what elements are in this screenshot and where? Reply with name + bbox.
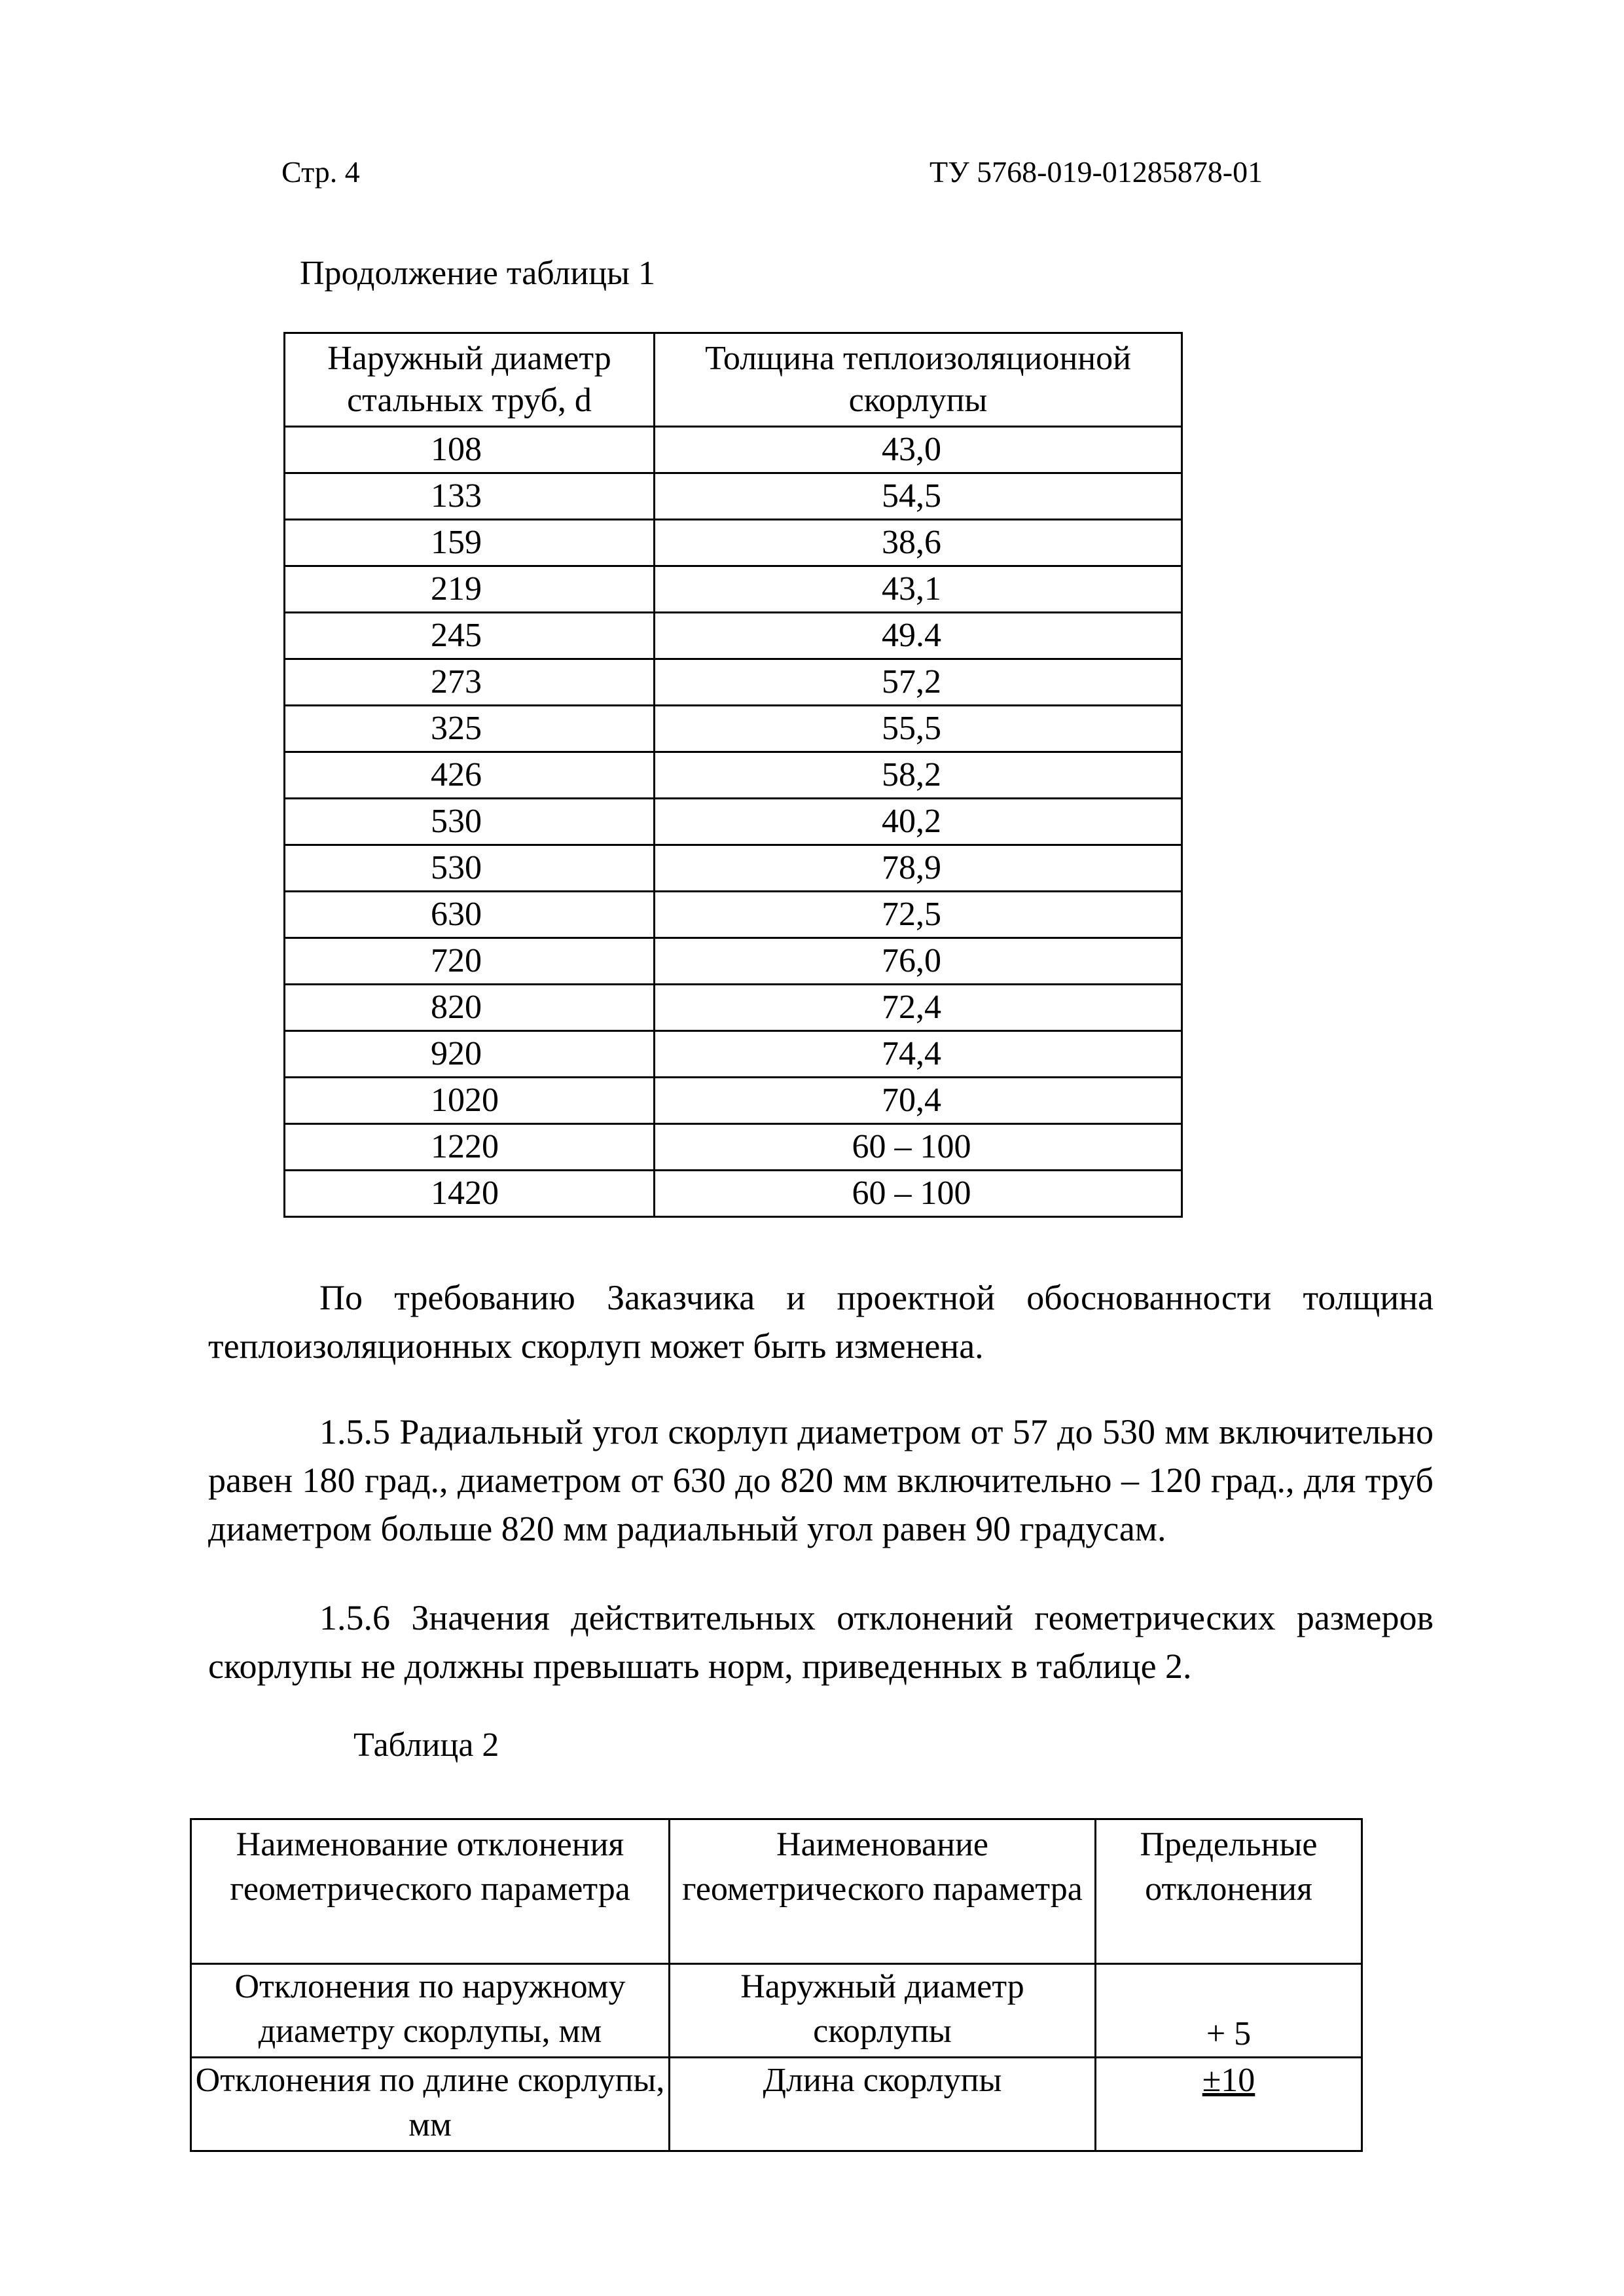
paragraph-customer-requirement — [208, 1273, 1434, 1370]
table-row — [285, 520, 1182, 566]
thickness-cell: 43,0 — [655, 427, 1182, 473]
table1-body — [285, 427, 1182, 1217]
paragraph-text: 1.5.5 Радиальный угол скорлуп диаметром от 57 до 530 мм включительно равен 180 град., диаметром от 630 до 820 мм включительно – 120 град., для труб диаметром больше 820 мм радиальный угол равен 90 градусам. — [208, 1412, 1434, 1548]
table1-col-diameter: Наружный диаметр стальных труб, d — [285, 333, 655, 427]
diameter-cell: 720 — [285, 938, 655, 985]
table-row — [285, 1031, 1182, 1078]
diameter-cell: 820 — [285, 985, 655, 1031]
thickness-cell: 60 – 100 — [655, 1171, 1182, 1217]
parameter-name-cell: Наружный диаметр скорлупы — [670, 1964, 1096, 2058]
table-row — [285, 659, 1182, 706]
limit-value-cell: + 5 — [1096, 1964, 1362, 2058]
diameter-cell: 245 — [285, 613, 655, 659]
paragraph-1-5-5 — [208, 1408, 1434, 1553]
thickness-cell: 58,2 — [655, 752, 1182, 799]
thickness-cell: 72,4 — [655, 985, 1182, 1031]
thickness-cell: 74,4 — [655, 1031, 1182, 1078]
table1-col-thickness: Толщина теплоизоляционной скорлупы — [655, 333, 1182, 427]
table-row — [285, 985, 1182, 1031]
diameter-cell: 108 — [285, 427, 655, 473]
paragraph-text: По требованию Заказчика и проектной обоснованности толщина теплоизоляционных скорлуп может быть изменена. — [208, 1278, 1434, 1366]
table-row — [285, 1124, 1182, 1171]
deviation-name-cell: Отклонения по наружному диаметру скорлупы, мм — [191, 1964, 670, 2058]
thickness-cell: 70,4 — [655, 1078, 1182, 1124]
table2-col-deviation-name: Наименование отклонения геометрического параметра — [191, 1819, 670, 1964]
diameter-cell: 1420 — [285, 1171, 655, 1217]
diameter-cell: 1020 — [285, 1078, 655, 1124]
diameter-cell: 273 — [285, 659, 655, 706]
diameter-cell: 426 — [285, 752, 655, 799]
table1-header-row — [285, 333, 1182, 427]
diameter-cell: 159 — [285, 520, 655, 566]
diameter-cell: 530 — [285, 799, 655, 845]
thickness-cell: 43,1 — [655, 566, 1182, 613]
table-row — [285, 566, 1182, 613]
parameter-name-cell: Длина скорлупы — [670, 2058, 1096, 2151]
thickness-cell: 60 – 100 — [655, 1124, 1182, 1171]
diameter-cell: 530 — [285, 845, 655, 892]
table-row — [285, 1171, 1182, 1217]
table-row — [285, 892, 1182, 938]
table2-caption: Таблица 2 — [353, 1726, 499, 1764]
table-row — [285, 845, 1182, 892]
table-row — [285, 706, 1182, 752]
thickness-cell: 38,6 — [655, 520, 1182, 566]
table2 — [190, 1818, 1363, 2152]
paragraph-text: 1.5.6 Значения действительных отклонений геометрических размеров скорлупы не должны превышать норм, приведенных в таблице 2. — [208, 1598, 1434, 1686]
diameter-cell: 325 — [285, 706, 655, 752]
table-row — [285, 473, 1182, 520]
thickness-cell: 57,2 — [655, 659, 1182, 706]
table2-col-limit: Предельные отклонения — [1096, 1819, 1362, 1964]
thickness-cell: 54,5 — [655, 473, 1182, 520]
table-row — [285, 427, 1182, 473]
page-number: Стр. 4 — [281, 155, 360, 189]
diameter-cell: 219 — [285, 566, 655, 613]
diameter-cell: 630 — [285, 892, 655, 938]
table-row — [285, 613, 1182, 659]
table-row — [191, 1964, 1362, 2058]
deviation-name-cell: Отклонения по длине скорлупы, мм — [191, 2058, 670, 2151]
limit-value-text: ±10 — [1202, 2062, 1255, 2099]
diameter-cell: 920 — [285, 1031, 655, 1078]
document-code: ТУ 5768-019-01285878-01 — [929, 155, 1263, 189]
paragraph-1-5-6 — [208, 1594, 1434, 1690]
thickness-cell: 72,5 — [655, 892, 1182, 938]
table-row — [285, 938, 1182, 985]
limit-value-cell — [1096, 2058, 1362, 2151]
thickness-cell: 49.4 — [655, 613, 1182, 659]
thickness-cell: 55,5 — [655, 706, 1182, 752]
table-row — [285, 752, 1182, 799]
diameter-cell: 133 — [285, 473, 655, 520]
table2-header-row — [191, 1819, 1362, 1964]
thickness-cell: 78,9 — [655, 845, 1182, 892]
table-row — [285, 1078, 1182, 1124]
table-row — [191, 2058, 1362, 2151]
diameter-cell: 1220 — [285, 1124, 655, 1171]
table1-caption: Продолжение таблицы 1 — [300, 255, 655, 292]
table-row — [285, 799, 1182, 845]
table1 — [283, 332, 1183, 1218]
thickness-cell: 76,0 — [655, 938, 1182, 985]
thickness-cell: 40,2 — [655, 799, 1182, 845]
table2-col-parameter-name: Наименование геометрического параметра — [670, 1819, 1096, 1964]
